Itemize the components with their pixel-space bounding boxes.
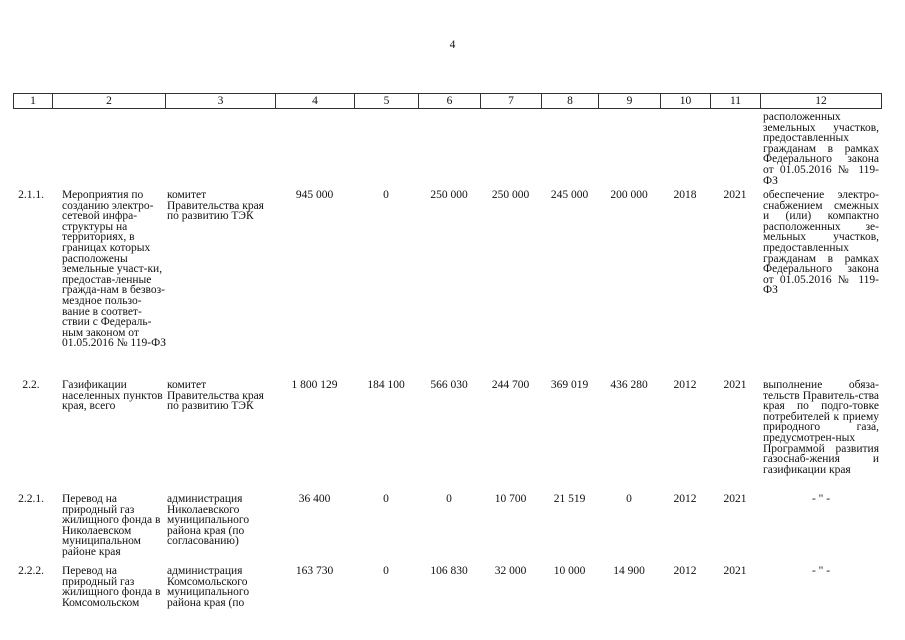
cell-number: 2.2.1.: [18, 493, 44, 505]
cell-year3: 32 000: [494, 565, 527, 577]
header-cell: 10: [661, 94, 711, 108]
cell-end-year: 2021: [723, 565, 747, 577]
cell-year1: 184 100: [367, 379, 405, 391]
cell-year3: 10 700: [494, 493, 527, 505]
cell-number: 2.2.: [22, 379, 40, 391]
header-cell: 4: [276, 94, 355, 108]
header-cell: 8: [542, 94, 599, 108]
cell-end-year: 2021: [723, 189, 747, 201]
cell-year5: 200 000: [610, 189, 648, 201]
cell-start-year: 2012: [673, 565, 697, 577]
cell-year3: 244 700: [491, 379, 530, 391]
cell-total: 945 000: [295, 189, 334, 201]
cell-year5: 0: [626, 493, 632, 505]
cell-executor: комитет Правительства края по развитию ТЭК: [167, 189, 264, 223]
cell-year1: 0: [383, 493, 389, 505]
cell-start-year: 2018: [673, 189, 697, 201]
cell-year4: 21 519: [553, 493, 586, 505]
cell-end-year: 2021: [723, 379, 747, 391]
cell-year4: 10 000: [553, 565, 586, 577]
cell-year5: 14 900: [613, 565, 645, 577]
cell-year2: 566 030: [430, 379, 468, 391]
header-cell: 1: [14, 94, 53, 108]
header-cell: 5: [355, 94, 419, 108]
cell-year1: 0: [383, 565, 389, 577]
cell-name: Перевод на природный газ жилищного фонда в Комсомольском: [62, 565, 161, 609]
cell-year2: 250 000: [430, 189, 468, 201]
header-cell: 3: [166, 94, 276, 108]
cell-number: 2.2.2.: [18, 565, 44, 577]
cell-number: 2.1.1.: [18, 189, 44, 201]
table-header: [13, 93, 882, 109]
cell-result: расположенных земельных участков, предоставленных гражданам в рамках Федерального закона от 01.05.2016 № 119-ФЗ: [763, 111, 879, 187]
cell-year4: 245 000: [550, 189, 589, 201]
cell-executor: комитет Правительства края по развитию ТЭК: [167, 379, 264, 413]
cell-year2: 106 830: [430, 565, 468, 577]
cell-year1: 0: [383, 189, 389, 201]
cell-year5: 436 280: [610, 379, 648, 391]
cell-start-year: 2012: [673, 493, 697, 505]
cell-result: - " -: [811, 493, 831, 505]
cell-name: Перевод на природный газ жилищного фонда в Николаевском муниципальном районе края: [62, 493, 161, 558]
cell-executor: администрация Комсомольского муниципального района края (по: [167, 565, 250, 609]
cell-total: 163 730: [295, 565, 334, 577]
header-cell: 7: [481, 94, 542, 108]
cell-name: Газификации населенных пунктов края, всего: [62, 379, 163, 413]
header-cell: 2: [53, 94, 166, 108]
header-cell: 9: [599, 94, 661, 108]
cell-executor: администрация Николаевского муниципального района края (по согласованию): [167, 493, 250, 548]
cell-start-year: 2012: [673, 379, 697, 391]
cell-result: - " -: [811, 565, 831, 577]
header-cell: 11: [711, 94, 761, 108]
header-cell: 6: [419, 94, 481, 108]
cell-total: 36 400: [298, 493, 331, 505]
page-number: 4: [449, 39, 456, 51]
cell-result: выполнение обяза-тельств Правитель-ства края по подго-товке потребителей к приему природного газа, предусмотрен-ных Программой развития газоснаб-жения и газификации края: [763, 379, 879, 476]
header-cell: 12: [815, 95, 827, 107]
cell-result: обеспечение электро-снабжением смежных и (или) компактно расположенных зе-мельных участков, предоставленных гражданам в рамках Федерального закона от 01.05.2016 № 119-ФЗ: [763, 189, 879, 297]
cell-name: Мероприятия по созданию электро-сетевой инфра-структуры на территориях, в границах которых расположены земельные участ-ки, предостав-ленные гражда-нам в безвоз-мездное пользо-вание в соответ-ствии с Федераль-ным законом от 01.05.2016 № 119-ФЗ: [62, 189, 166, 350]
cell-year3: 250 000: [491, 189, 530, 201]
cell-total: 1 800 129: [291, 379, 338, 391]
cell-end-year: 2021: [723, 493, 747, 505]
cell-year4: 369 019: [550, 379, 589, 391]
cell-year2: 0: [446, 493, 452, 505]
